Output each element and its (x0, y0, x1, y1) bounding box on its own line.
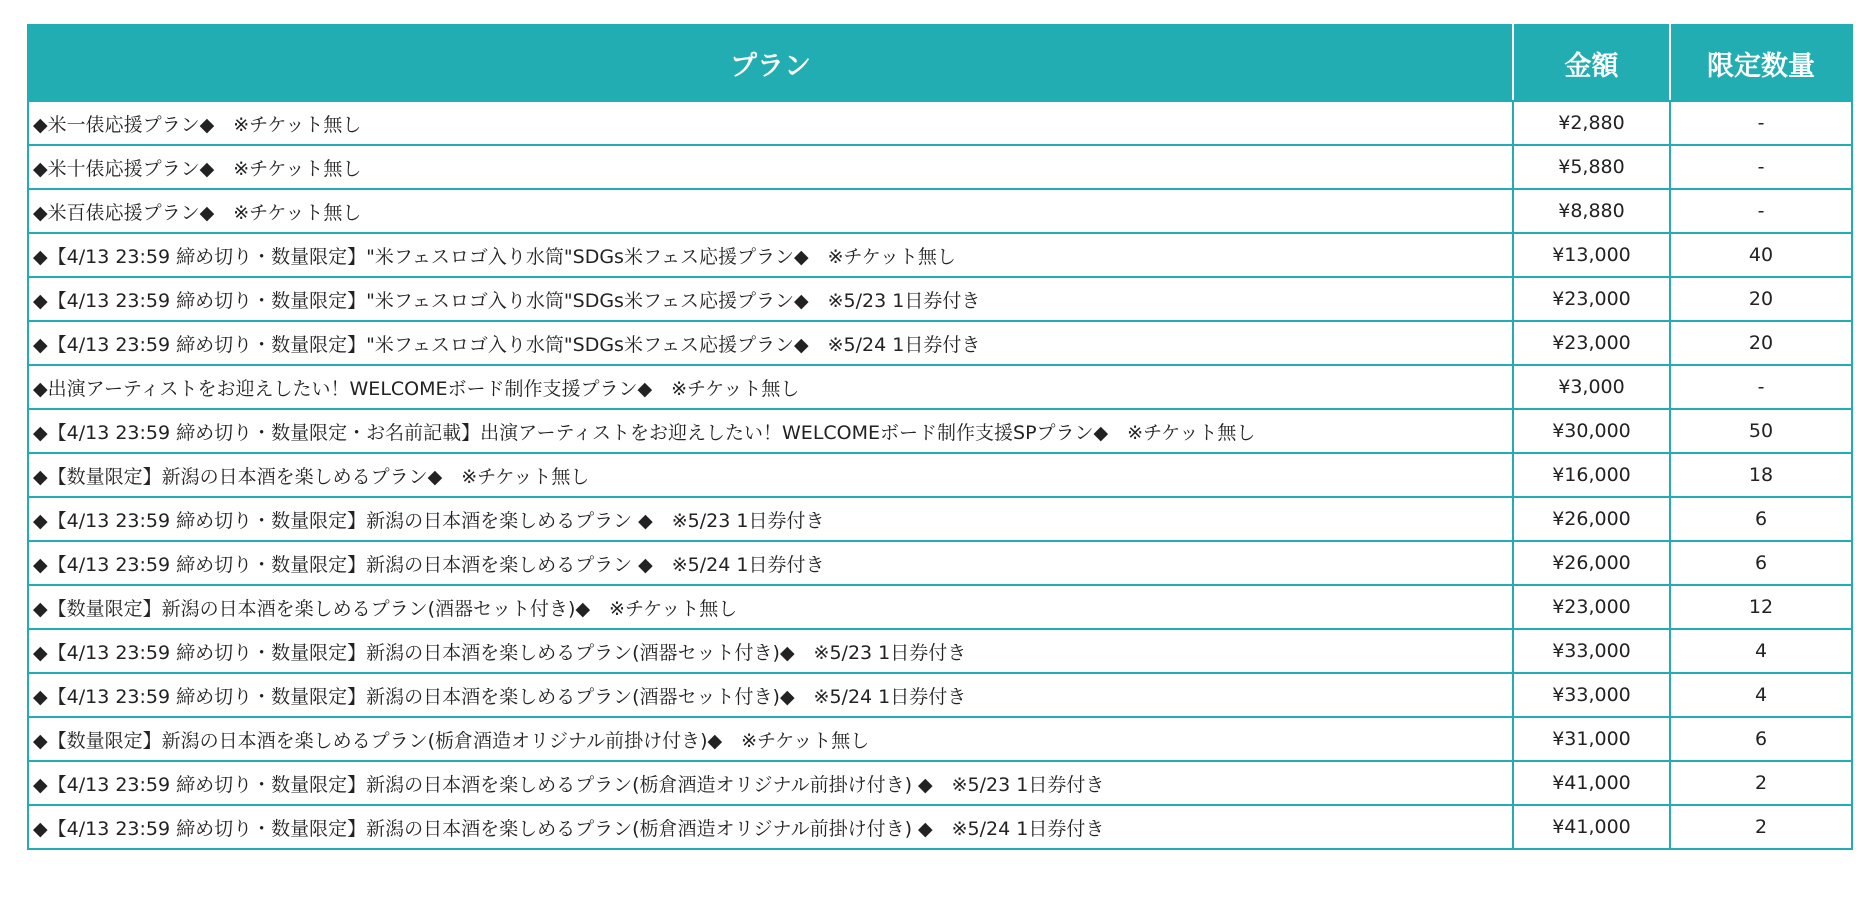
plan-cell: ◆米十俵応援プラン◆ ※チケット無し (28, 145, 1513, 189)
price-cell: ¥5,880 (1513, 145, 1670, 189)
table-row (28, 541, 1852, 585)
plan-cell: ◆米一俵応援プラン◆ ※チケット無し (28, 101, 1513, 145)
limit-cell: 4 (1670, 673, 1852, 717)
limit-cell: 6 (1670, 497, 1852, 541)
price-cell: ¥2,880 (1513, 101, 1670, 145)
price-cell: ¥41,000 (1513, 805, 1670, 849)
table-row (28, 101, 1852, 145)
limit-cell: 2 (1670, 761, 1852, 805)
limit-cell: 12 (1670, 585, 1852, 629)
price-cell: ¥13,000 (1513, 233, 1670, 277)
table-header (28, 25, 1852, 101)
table-row (28, 717, 1852, 761)
plan-table (27, 24, 1853, 850)
limit-cell: 20 (1670, 277, 1852, 321)
table-row (28, 277, 1852, 321)
limit-cell: - (1670, 145, 1852, 189)
table-row (28, 761, 1852, 805)
table-row (28, 673, 1852, 717)
plan-cell: ◆【4/13 23:59 締め切り・数量限定】新潟の日本酒を楽しめるプラン(酒器セット付き)◆ ※5/23 1日券付き (28, 629, 1513, 673)
plan-cell: ◆【4/13 23:59 締め切り・数量限定】"米フェスロゴ入り水筒"SDGs米フェス応援プラン◆ ※5/24 1日券付き (28, 321, 1513, 365)
table-row (28, 453, 1852, 497)
table-row (28, 497, 1852, 541)
plan-cell: ◆【4/13 23:59 締め切り・数量限定】新潟の日本酒を楽しめるプラン(栃倉酒造オリジナル前掛け付き) ◆ ※5/23 1日券付き (28, 761, 1513, 805)
plan-cell: ◆米百俵応援プラン◆ ※チケット無し (28, 189, 1513, 233)
table-row (28, 321, 1852, 365)
price-cell: ¥3,000 (1513, 365, 1670, 409)
plan-cell: ◆【数量限定】新潟の日本酒を楽しめるプラン(酒器セット付き)◆ ※チケット無し (28, 585, 1513, 629)
table-row (28, 145, 1852, 189)
table-body (28, 101, 1852, 849)
limit-cell: - (1670, 365, 1852, 409)
table-row (28, 233, 1852, 277)
header-row (28, 25, 1852, 101)
header-limit: 限定数量 (1670, 25, 1852, 101)
limit-cell: 18 (1670, 453, 1852, 497)
header-plan: プラン (28, 25, 1513, 101)
plan-cell: ◆【4/13 23:59 締め切り・数量限定・お名前記載】出演アーティストをお迎えしたい！WELCOMEボード制作支援SPプラン◆ ※チケット無し (28, 409, 1513, 453)
table-row (28, 365, 1852, 409)
limit-cell: - (1670, 101, 1852, 145)
limit-cell: - (1670, 189, 1852, 233)
header-price: 金額 (1513, 25, 1670, 101)
limit-cell: 50 (1670, 409, 1852, 453)
table-row (28, 409, 1852, 453)
plan-cell: ◆【4/13 23:59 締め切り・数量限定】新潟の日本酒を楽しめるプラン(栃倉酒造オリジナル前掛け付き) ◆ ※5/24 1日券付き (28, 805, 1513, 849)
price-cell: ¥31,000 (1513, 717, 1670, 761)
table-row (28, 189, 1852, 233)
plan-cell: ◆出演アーティストをお迎えしたい！WELCOMEボード制作支援プラン◆ ※チケット無し (28, 365, 1513, 409)
limit-cell: 40 (1670, 233, 1852, 277)
table-row (28, 805, 1852, 849)
price-cell: ¥26,000 (1513, 497, 1670, 541)
price-cell: ¥41,000 (1513, 761, 1670, 805)
price-cell: ¥23,000 (1513, 321, 1670, 365)
price-cell: ¥8,880 (1513, 189, 1670, 233)
limit-cell: 6 (1670, 541, 1852, 585)
plan-cell: ◆【4/13 23:59 締め切り・数量限定】新潟の日本酒を楽しめるプラン ◆ ※5/24 1日券付き (28, 541, 1513, 585)
price-cell: ¥33,000 (1513, 673, 1670, 717)
limit-cell: 4 (1670, 629, 1852, 673)
plan-cell: ◆【4/13 23:59 締め切り・数量限定】新潟の日本酒を楽しめるプラン ◆ ※5/23 1日券付き (28, 497, 1513, 541)
plan-cell: ◆【数量限定】新潟の日本酒を楽しめるプラン◆ ※チケット無し (28, 453, 1513, 497)
table-row (28, 585, 1852, 629)
table-row (28, 629, 1852, 673)
plan-cell: ◆【4/13 23:59 締め切り・数量限定】新潟の日本酒を楽しめるプラン(酒器セット付き)◆ ※5/24 1日券付き (28, 673, 1513, 717)
price-cell: ¥23,000 (1513, 277, 1670, 321)
limit-cell: 6 (1670, 717, 1852, 761)
plan-cell: ◆【4/13 23:59 締め切り・数量限定】"米フェスロゴ入り水筒"SDGs米フェス応援プラン◆ ※チケット無し (28, 233, 1513, 277)
price-cell: ¥30,000 (1513, 409, 1670, 453)
plan-cell: ◆【数量限定】新潟の日本酒を楽しめるプラン(栃倉酒造オリジナル前掛け付き)◆ ※チケット無し (28, 717, 1513, 761)
price-cell: ¥23,000 (1513, 585, 1670, 629)
price-cell: ¥16,000 (1513, 453, 1670, 497)
limit-cell: 2 (1670, 805, 1852, 849)
price-cell: ¥26,000 (1513, 541, 1670, 585)
price-cell: ¥33,000 (1513, 629, 1670, 673)
limit-cell: 20 (1670, 321, 1852, 365)
plan-cell: ◆【4/13 23:59 締め切り・数量限定】"米フェスロゴ入り水筒"SDGs米フェス応援プラン◆ ※5/23 1日券付き (28, 277, 1513, 321)
plan-table-container (27, 24, 1851, 850)
